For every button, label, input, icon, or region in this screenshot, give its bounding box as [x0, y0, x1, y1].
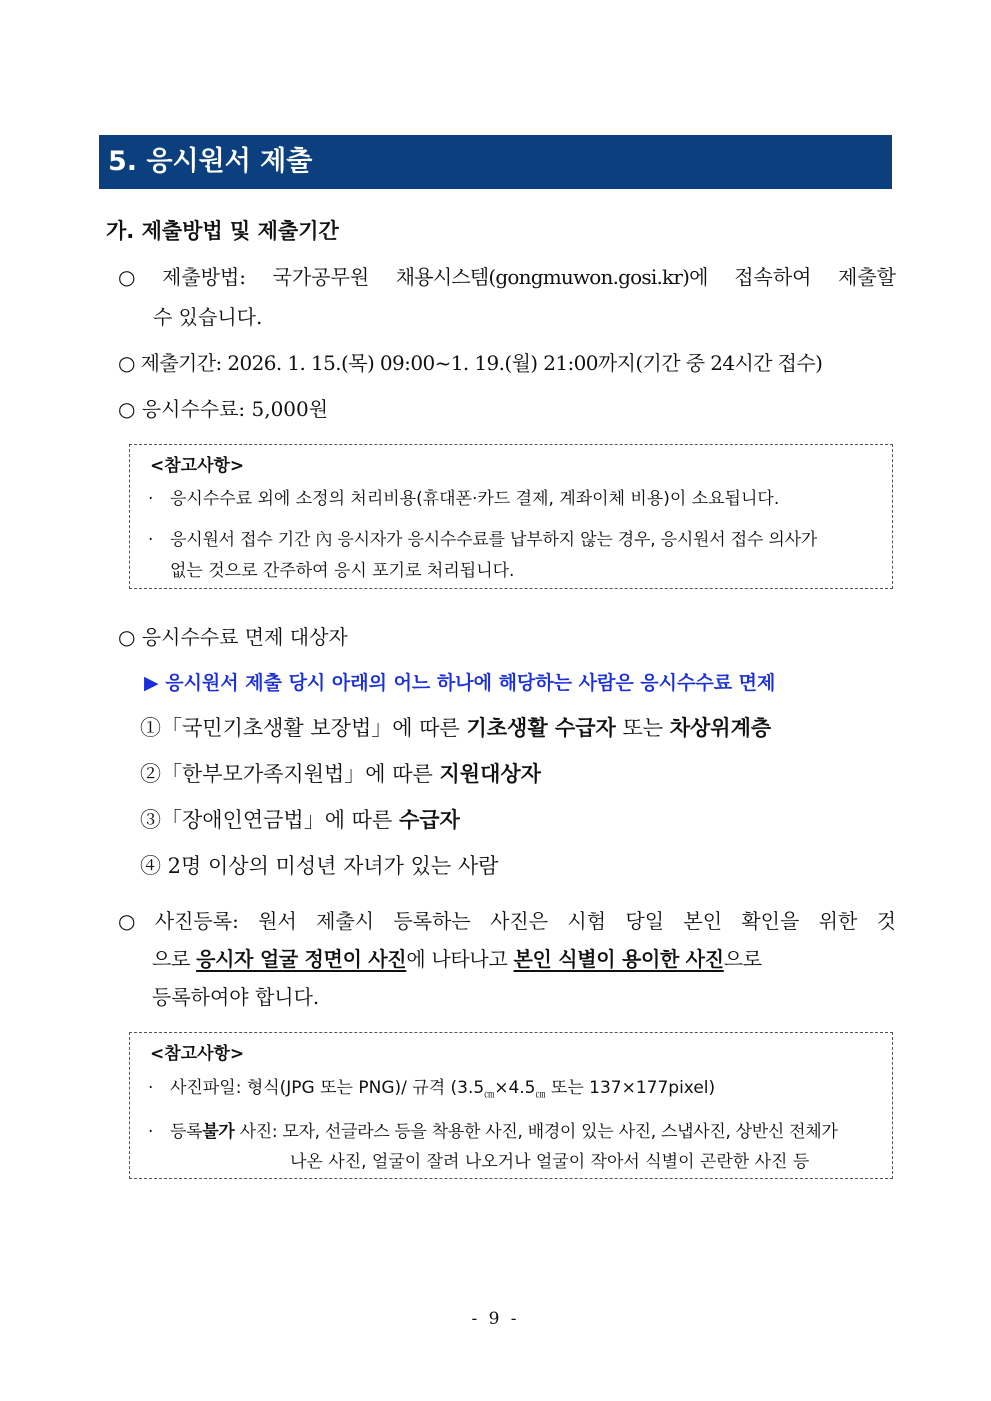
note-text: 응시수수료 외에 소정의 처리비용(휴대폰·카드 결제, 계좌이체 비용)이 소요됩니다.	[170, 489, 780, 509]
underlined-text: 본인 식별이 용이한 사진	[513, 947, 724, 971]
word: 국가공무원	[272, 265, 370, 289]
note-line: 없는 것으로 간주하여 응시 포기로 처리됩니다.	[170, 561, 515, 581]
word: 제출시	[316, 909, 375, 933]
note-text: 또는 137×177pixel)	[545, 1078, 716, 1098]
note-title: <참고사항>	[150, 456, 245, 476]
bold-text: 차상위계층	[669, 716, 772, 740]
exemption-item-1	[140, 712, 771, 744]
word: ○	[118, 909, 136, 933]
note-line	[148, 486, 779, 512]
text: 으로	[152, 947, 197, 971]
word: ○	[118, 265, 136, 289]
method-line-1	[118, 262, 896, 292]
exemption-item-4: ④ 2명 이상의 미성년 자녀가 있는 사람	[140, 854, 499, 878]
word: 본인	[683, 909, 723, 933]
bold-text: 기초생활 수급자	[466, 716, 616, 740]
bullet-dot: ·	[148, 1078, 154, 1098]
word: 사진등록:	[154, 909, 239, 933]
bullet-dot: ·	[148, 530, 154, 550]
word: 당일	[625, 909, 665, 933]
word: 등록하는	[393, 909, 471, 933]
note-text: 사진: 모자, 선글라스 등을 착용한 사진, 배경이 있는 사진, 스냅사진, 상반신 전체가	[234, 1122, 838, 1142]
text: ①「국민기초생활 보장법」에 따른	[140, 716, 467, 740]
exemption-item-3	[140, 804, 460, 836]
word: 위한	[818, 909, 858, 933]
note-line	[148, 1119, 838, 1145]
word: 제출할	[838, 265, 896, 289]
subsection-title: 가. 제출방법 및 제출기간	[106, 219, 339, 243]
word: 원서	[258, 909, 297, 933]
note-text: 사진파일: 형식(JPG 또는 PNG)/ 규격 (3.5	[170, 1078, 485, 1098]
note-box-2	[129, 1032, 893, 1179]
word: 접속하여	[734, 265, 812, 289]
period-line: ○ 제출기간: 2026. 1. 15.(목) 09:00~1. 19.(월) 21:00까지(기간 중 24시간 접수)	[118, 351, 823, 375]
bullet-dot: ·	[148, 1122, 154, 1142]
exemption-highlight: ▶ 응시원서 제출 당시 아래의 어느 하나에 해당하는 사람은 응시수수료 면제	[144, 672, 776, 694]
text: 으로	[723, 947, 762, 971]
note-text: 응시원서 접수 기간 內 응시자가 응시수수료를 납부하지 않는 경우, 응시원서 접수 의사가	[170, 530, 818, 550]
method-line-2: 수 있습니다.	[153, 305, 263, 329]
note-title: <참고사항>	[150, 1044, 245, 1064]
unit-text: ㎝	[484, 1089, 495, 1101]
word: 채용시스템(gongmuwon.gosi.kr)에	[395, 265, 708, 289]
text: 에 나타나고	[406, 947, 514, 971]
photo-line-3: 등록하여야 합니다.	[152, 985, 320, 1009]
photo-line-2	[152, 944, 762, 974]
note-text: 등록	[170, 1122, 203, 1142]
text: ②「한부모가족지원법」에 따른	[140, 762, 440, 786]
underlined-text: 응시자 얼굴 정면이 사진	[196, 947, 407, 971]
unit-text: ㎝	[535, 1089, 546, 1101]
note-text: ×4.5	[494, 1078, 536, 1098]
section-title: 5. 응시원서 제출	[108, 146, 313, 177]
page-number: - 9 -	[471, 1309, 520, 1329]
bullet-dot: ·	[148, 489, 154, 509]
word: 것	[876, 909, 896, 933]
word: 시험	[567, 909, 607, 933]
exemption-item-2	[140, 758, 541, 790]
bold-text: 불가	[202, 1122, 235, 1142]
photo-line-1	[118, 906, 896, 936]
exemption-heading: ○ 응시수수료 면제 대상자	[118, 625, 348, 649]
text: 또는	[615, 716, 670, 740]
word: 사진은	[490, 909, 549, 933]
fee-line: ○ 응시수수료: 5,000원	[118, 397, 329, 421]
word: 확인을	[741, 909, 800, 933]
note-box-1	[129, 444, 893, 589]
word: 제출방법:	[162, 265, 247, 289]
note-line: 나온 사진, 얼굴이 잘려 나오거나 얼굴이 작아서 식별이 곤란한 사진 등	[290, 1152, 810, 1172]
bold-text: 수급자	[398, 808, 460, 832]
text: ③「장애인연금법」에 따른	[140, 808, 399, 832]
note-line	[148, 527, 817, 553]
bold-text: 지원대상자	[439, 762, 541, 786]
note-line	[148, 1075, 715, 1108]
